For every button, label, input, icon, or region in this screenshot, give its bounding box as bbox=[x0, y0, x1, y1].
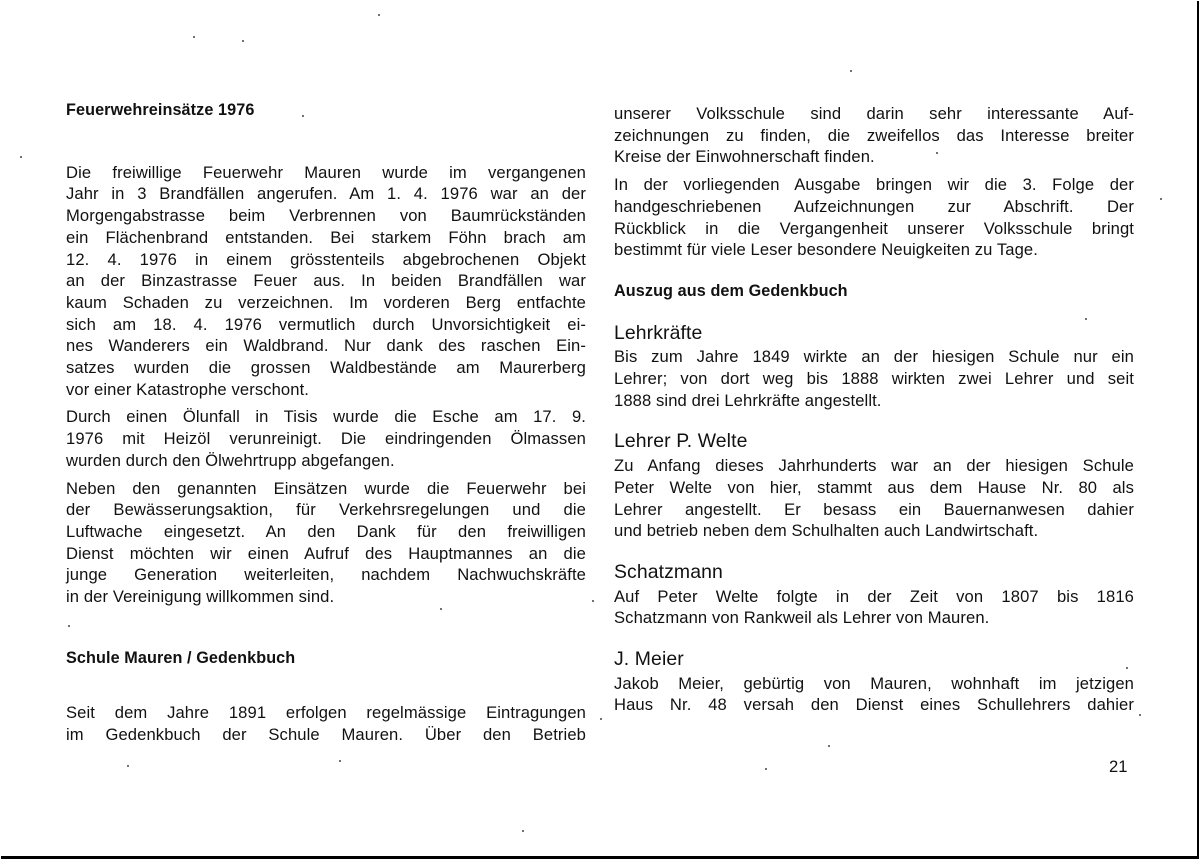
entry-text-welte bbox=[614, 455, 1134, 542]
text-line: Jahr in 3 Brandfällen angerufen. Am 1. 4. 1976 war an der bbox=[66, 184, 586, 204]
entry-title-welte: Lehrer P. Welte bbox=[614, 430, 748, 453]
text-line: Neben den genannten Einsätzen wurde die Feuerwehr bei bbox=[66, 478, 586, 498]
text-line: 1888 sind drei Lehrkräfte angestellt. bbox=[614, 390, 882, 410]
entry-title-schatzmann: Schatzmann bbox=[614, 560, 723, 583]
text-line: Peter Welte von hier, stammt aus dem Hause Nr. 80 als bbox=[614, 477, 1134, 497]
paragraph-feuerwehr-2 bbox=[66, 406, 586, 471]
page-number: 21 bbox=[1109, 757, 1128, 776]
text-line: an der Binzastrasse Feuer aus. In beiden Brandfällen war bbox=[66, 271, 586, 291]
text-line: sich am 18. 4. 1976 vermutlich durch Unvorsichtigkeit ei- bbox=[66, 314, 586, 334]
text-line: wurden durch den Ölwehrtrupp abgefangen. bbox=[66, 450, 395, 470]
section-title-feuerwehr: Feuerwehreinsätze 1976 bbox=[66, 101, 255, 119]
entry-title-lehrkraefte: Lehrkräfte bbox=[614, 321, 703, 344]
text-line: Lehrer; von dort weg bis 1888 wirkten zwei Lehrer und seit bbox=[614, 369, 1134, 389]
text-line: der Bewässerungsaktion, für Verkehrsregelungen und die bbox=[66, 500, 586, 520]
text-line: und betrieb neben dem Schulhalten auch Landwirtschaft. bbox=[614, 521, 1039, 541]
text-line: zeichnungen zu finden, die zweifellos das Interesse breiter bbox=[614, 125, 1134, 145]
text-line: nes Wanderers ein Waldbrand. Nur dank des raschen Ein- bbox=[66, 336, 586, 356]
text-line: Zu Anfang dieses Jahrhunderts war an der hiesigen Schule bbox=[614, 456, 1134, 476]
text-line: satzes wurden die grossen Waldbestände am Maurerberg bbox=[66, 358, 586, 378]
text-line: Lehrer angestellt. Er besass ein Bauernanwesen dahier bbox=[614, 499, 1134, 519]
text-line: im Gedenkbuch der Schule Mauren. Über den Betrieb bbox=[66, 725, 586, 745]
text-line: Kreise der Einwohnerschaft finden. bbox=[614, 147, 875, 167]
text-line: Rückblick in die Vergangenheit unserer Volksschule bringt bbox=[614, 218, 1134, 238]
entry-text-meier bbox=[614, 673, 1134, 716]
paragraph-volksschule-1 bbox=[614, 103, 1134, 168]
section-title-schule: Schule Mauren / Gedenkbuch bbox=[66, 648, 296, 667]
text-line: bestimmt für viele Leser besondere Neuigkeiten zu Tage. bbox=[614, 240, 1038, 260]
paragraph-volksschule-2 bbox=[614, 174, 1134, 261]
left-column bbox=[66, 100, 586, 746]
text-line: junge Generation weiterleiten, nachdem Nachwuchskräfte bbox=[66, 565, 586, 585]
text-line: Schatzmann von Rankweil als Lehrer von Mauren. bbox=[614, 608, 990, 628]
text-line: Luftwache eingesetzt. An den Dank für den freiwilligen bbox=[66, 521, 586, 541]
text-line: Dienst möchten wir einen Aufruf des Hauptmannes an die bbox=[66, 543, 586, 563]
text-line: 1976 mit Heizöl verunreinigt. Die eindringenden Ölmassen bbox=[66, 429, 586, 449]
text-line: Morgengabstrasse beim Verbrennen von Baumrückständen bbox=[66, 206, 586, 226]
right-column bbox=[614, 103, 1134, 716]
text-line: Haus Nr. 48 versah den Dienst eines Schullehrers dahier bbox=[614, 695, 1134, 715]
text-line: 12. 4. 1976 in einem grösstenteils abgebrochenen Objekt bbox=[66, 249, 586, 269]
text-line: kaum Schaden zu verzeichnen. Im vorderen Berg entfachte bbox=[66, 292, 586, 312]
text-line: ein Flächenbrand entstanden. Bei starkem Föhn brach am bbox=[66, 227, 586, 247]
text-line: unserer Volksschule sind darin sehr interessante Auf- bbox=[614, 104, 1134, 123]
text-line: handgeschriebenen Aufzeichnungen zur Abschrift. Der bbox=[614, 196, 1134, 216]
text-line: Seit dem Jahre 1891 erfolgen regelmässige Eintragungen bbox=[66, 703, 586, 723]
entry-text-lehrkraefte bbox=[614, 346, 1134, 411]
text-line: Auf Peter Welte folgte in der Zeit von 1807 bis 1816 bbox=[614, 586, 1134, 606]
section-title-auszug: Auszug aus dem Gedenkbuch bbox=[614, 281, 848, 300]
entry-title-meier: J. Meier bbox=[614, 648, 684, 671]
paragraph-feuerwehr-1 bbox=[66, 162, 586, 401]
text-line: Die freiwillige Feuerwehr Mauren wurde im vergangenen bbox=[66, 162, 586, 182]
paragraph-feuerwehr-3 bbox=[66, 478, 586, 608]
text-line: in der Vereinigung willkommen sind. bbox=[66, 587, 335, 607]
text-line: vor einer Katastrophe verschont. bbox=[66, 379, 310, 399]
paragraph-schule-1 bbox=[66, 702, 586, 745]
text-line: Durch einen Ölunfall in Tisis wurde die Esche am 17. 9. bbox=[66, 407, 586, 427]
text-line: In der vorliegenden Ausgabe bringen wir die 3. Folge der bbox=[614, 175, 1134, 195]
text-line: Bis zum Jahre 1849 wirkte an der hiesigen Schule nur ein bbox=[614, 347, 1134, 367]
text-line: Jakob Meier, gebürtig von Mauren, wohnhaft im jetzigen bbox=[614, 673, 1134, 693]
entry-text-schatzmann bbox=[614, 586, 1134, 629]
